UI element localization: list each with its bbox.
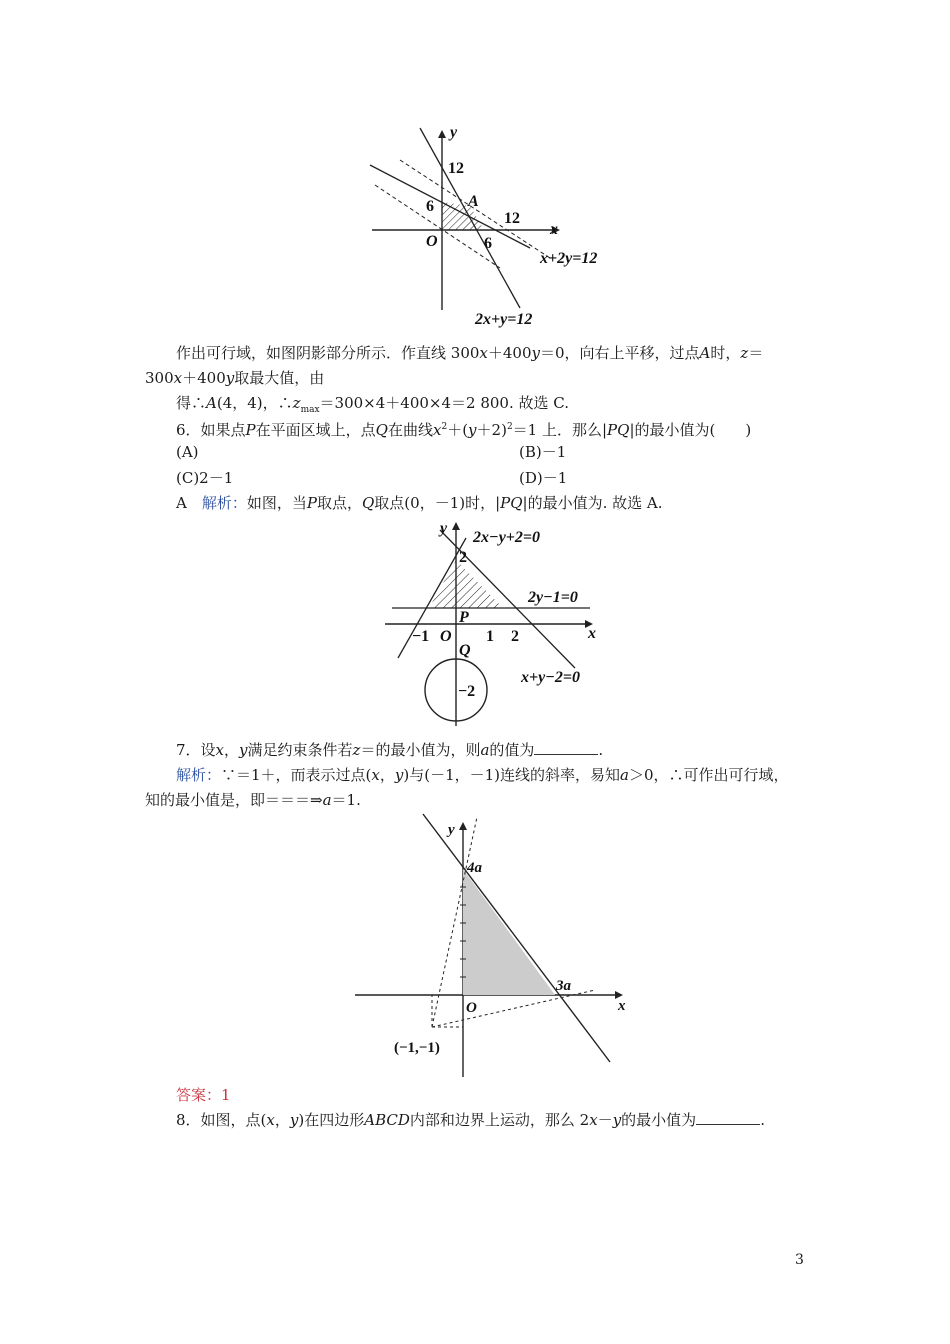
answer-7: 答案：1	[176, 1086, 231, 1104]
point-q-label: Q	[459, 642, 471, 659]
y-axis-label: y	[448, 822, 455, 838]
analysis-label: 解析：	[201, 494, 247, 512]
figure-1-feasible-region	[360, 120, 630, 335]
y-tick-2: 2	[459, 549, 467, 566]
y-axis-arrow	[452, 522, 460, 530]
x-axis-label: x	[618, 998, 626, 1014]
x-intercept-label: 3a	[556, 978, 571, 994]
x-tick-12: 12	[504, 210, 520, 227]
x-tick-neg1: −1	[412, 628, 430, 645]
circle-center-label: −2	[458, 683, 476, 700]
y-axis-label: y	[450, 124, 458, 141]
line1-equation-label: 2x−y+2=0	[473, 529, 541, 546]
y-axis-arrow	[438, 130, 446, 138]
x-axis-label: x	[588, 625, 596, 642]
solution-5-line-2: 300x＋400y取最大值，由	[145, 369, 325, 387]
solution-7-line-1: 解析：∵＝1＋，而表示过点(x，y)与(－1，－1)连线的斜率，易知a＞0，∴可作出可行域，	[176, 766, 789, 784]
point-neg1-neg1-label: (−1,−1)	[394, 1040, 440, 1056]
figure-2-region-and-circle	[380, 518, 620, 728]
solution-5-line-3: 得∴A(4，4)，$\therefore z_{max}=300\times 4+400\times 4=2$ 800. 故选 C.	[176, 394, 569, 415]
line1-equation-label: x+2y=12	[540, 250, 598, 267]
line3-equation-label: x+y−2=0	[521, 669, 581, 686]
solution-6: A 解析：如图，当P取点，Q取点(0，－1)时，|PQ|的最小值为. 故选 A.	[176, 494, 663, 512]
x-tick-2: 2	[511, 628, 519, 645]
answer-blank	[696, 1110, 760, 1125]
question-8: 8．如图，点(x，y)在四边形ABCD内部和边界上运动，那么 2x－y的最小值为 .	[176, 1111, 765, 1129]
y-axis-arrow	[459, 822, 467, 830]
line2-equation-label: 2x+y=12	[475, 311, 533, 328]
y-tick-6: 6	[426, 198, 434, 215]
y-intercept-label: 4a	[467, 860, 482, 876]
origin-label: O	[440, 628, 452, 645]
origin-label: O	[426, 233, 438, 250]
question-7: 7．设x，y满足约束条件若z＝的最小值为，则a的值为 .	[176, 741, 604, 759]
answer-blank	[534, 740, 598, 755]
question-6: 6．如果点P在平面区域上，点Q在曲线$x^2+(y+2)^2=1$ 上．那么|PQ|的最小值为( )	[176, 421, 752, 439]
solution-7-line-2: 知的最小值是，即＝＝＝⇒a＝1.	[145, 791, 361, 809]
figure-3-triangle-region	[350, 812, 640, 1082]
question-6-option-d: (D)－1	[519, 469, 568, 487]
analysis-label: 解析：	[176, 766, 222, 784]
shaded-triangle	[463, 869, 555, 995]
solution-5-line-1: 作出可行域，如图阴影部分所示．作直线 300x＋400y＝0，向右上平移，过点A时，z＝	[176, 344, 764, 362]
y-axis-label: y	[440, 520, 448, 537]
line2-equation-label: 2y−1=0	[528, 589, 578, 606]
question-6-option-c: (C)2－1	[176, 469, 234, 487]
origin-label: O	[466, 1000, 477, 1016]
line-x-plus-2y-12	[370, 165, 530, 248]
x-tick-6: 6	[484, 235, 492, 252]
x-tick-1: 1	[486, 628, 494, 645]
page-number: 3	[795, 1252, 804, 1268]
y-tick-12: 12	[448, 160, 464, 177]
x-axis-label: x	[550, 221, 558, 238]
point-p-label: P	[459, 609, 469, 626]
question-6-option-a: (A)	[176, 443, 199, 461]
point-a-label: A	[468, 193, 479, 210]
question-6-option-b: (B)－1	[519, 443, 567, 461]
